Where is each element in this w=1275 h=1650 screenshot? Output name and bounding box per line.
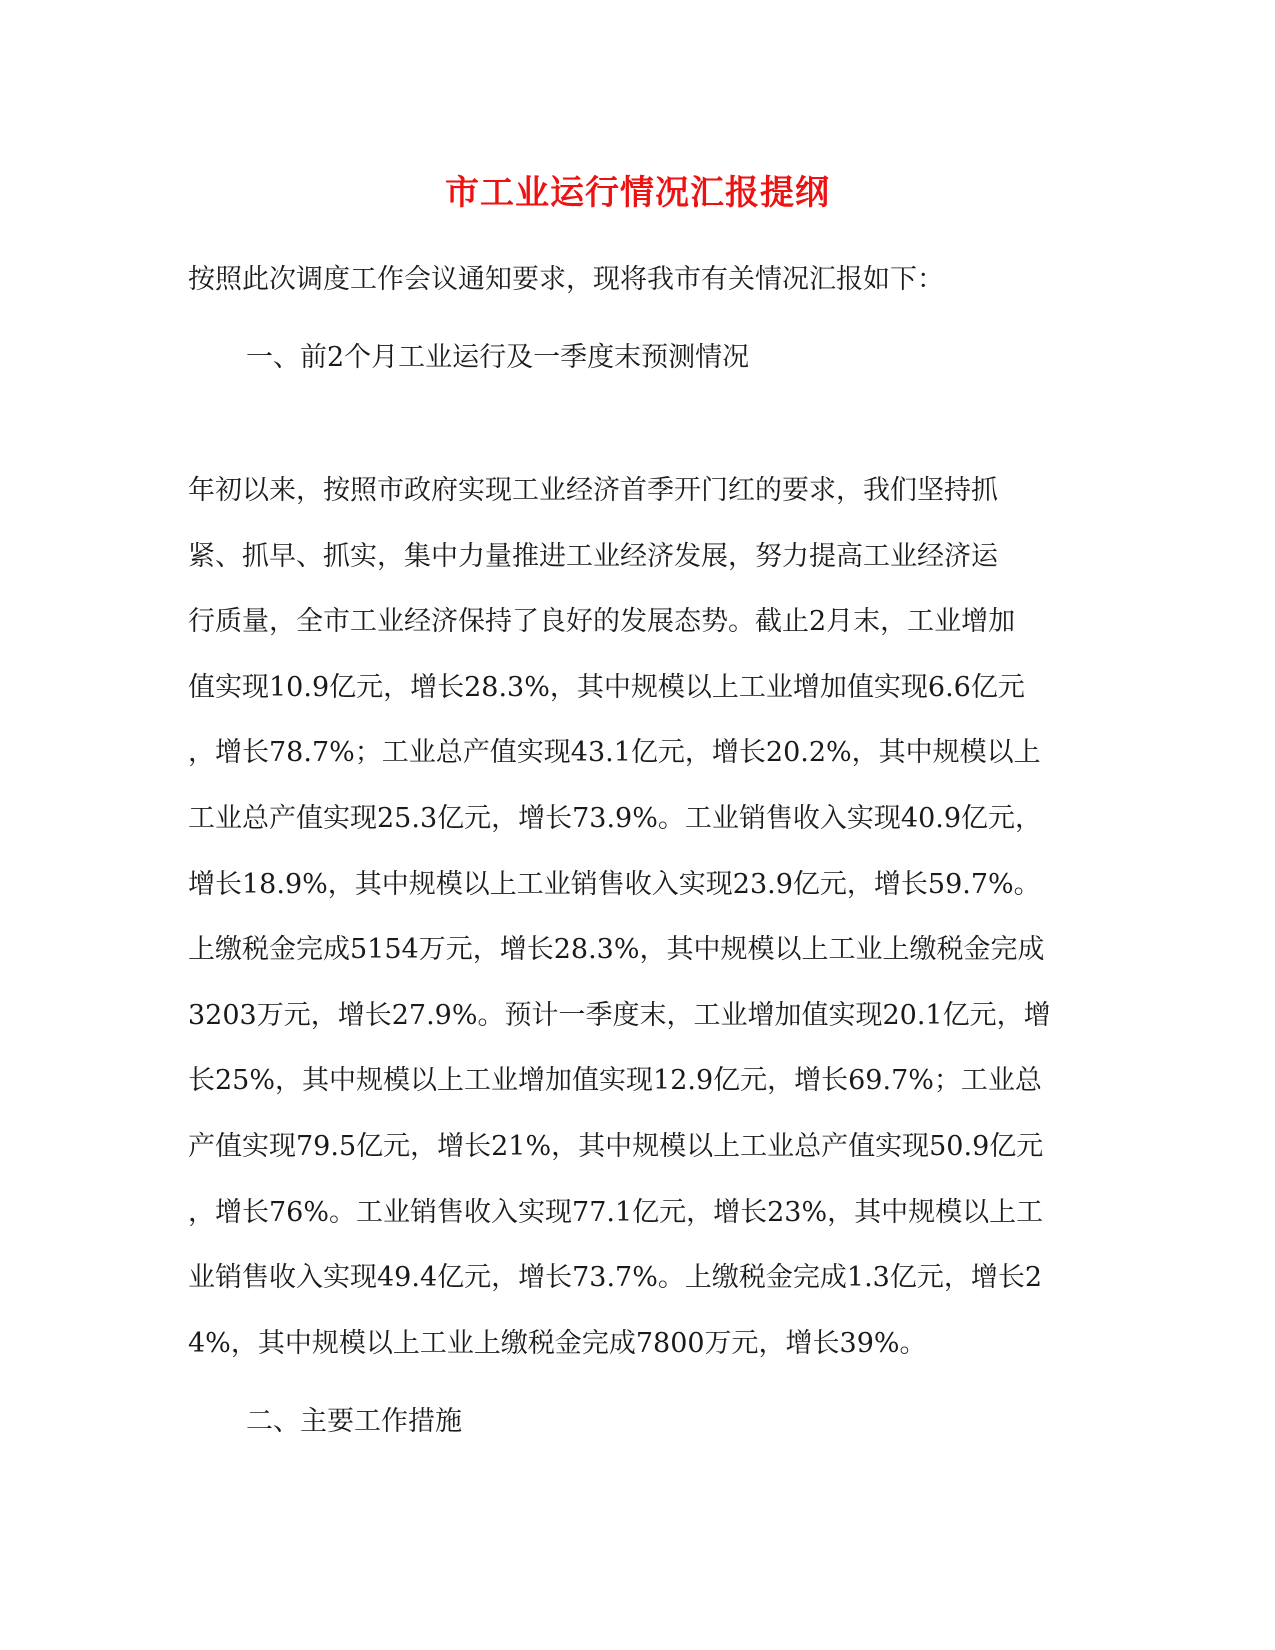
body-line: 产值实现79.5亿元，增长21%，其中规模以上工业总产值实现50.9亿元 bbox=[188, 1130, 1044, 1162]
body-line: 紧、抓早、抓实，集中力量推进工业经济发展，努力提高工业经济运 bbox=[188, 540, 998, 572]
section-2-heading: 二、主要工作措施 bbox=[246, 1406, 462, 1437]
body-line: 上缴税金完成5154万元，增长28.3%，其中规模以上工业上缴税金完成 bbox=[188, 934, 1045, 966]
body-line: 增长18.9%，其中规模以上工业销售收入实现23.9亿元，增长59.7%。 bbox=[188, 868, 1041, 900]
body-line: 值实现10.9亿元，增长28.3%，其中规模以上工业增加值实现6.6亿元 bbox=[188, 671, 1025, 703]
intro-paragraph: 按照此次调度工作会议通知要求，现将我市有关情况汇报如下： bbox=[188, 264, 944, 295]
section-1-heading: 一、前2个月工业运行及一季度末预测情况 bbox=[246, 342, 750, 373]
body-line: 业销售收入实现49.4亿元，增长73.7%。上缴税金完成1.3亿元，增长2 bbox=[188, 1262, 1043, 1294]
document-title: 市工业运行情况汇报提纲 bbox=[445, 173, 830, 213]
body-line: ，增长78.7%；工业总产值实现43.1亿元，增长20.2%，其中规模以上 bbox=[188, 737, 1041, 769]
body-line: 年初以来，按照市政府实现工业经济首季开门红的要求，我们坚持抓 bbox=[188, 475, 998, 506]
section-1-body bbox=[188, 471, 1088, 1389]
body-line: 长25%，其中规模以上工业增加值实现12.9亿元，增长69.7%；工业总 bbox=[188, 1065, 1042, 1097]
body-line: 3203万元，增长27.9%。预计一季度末，工业增加值实现20.1亿元，增 bbox=[188, 999, 1051, 1031]
body-line: 4%，其中规模以上工业上缴税金完成7800万元，增长39%。 bbox=[188, 1327, 927, 1359]
body-line: 行质量，全市工业经济保持了良好的发展态势。截止2月末，工业增加 bbox=[188, 606, 1016, 638]
body-line: ，增长76%。工业销售收入实现77.1亿元，增长23%，其中规模以上工 bbox=[188, 1196, 1044, 1228]
body-line: 工业总产值实现25.3亿元，增长73.9%。工业销售收入实现40.9亿元， bbox=[188, 802, 1043, 834]
